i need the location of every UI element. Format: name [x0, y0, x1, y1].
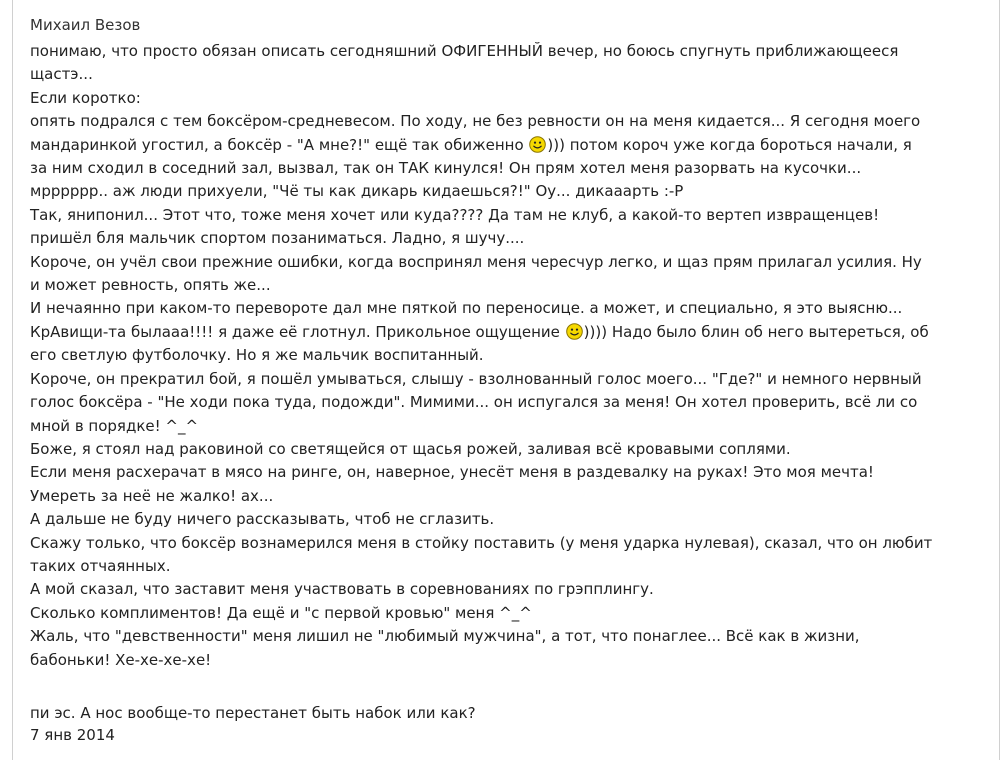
post-line: И нечаянно при каком-то перевороте дал мне пяткой по переносице. а может, и специально, я это выясню... — [30, 299, 903, 318]
post-line: Если коротко: — [30, 88, 141, 107]
smiley-face-icon — [529, 136, 546, 153]
post-line: Так, янипонил... Этот что, тоже меня хочет или куда???? Да там не клуб, а какой-то вертеп извращенцев! — [30, 205, 880, 224]
post-line: Жаль, что "девственности" меня лишил не "любимый мужчина", а тот, что понаглее... Всё как в жизни, — [30, 627, 860, 646]
post-line: Боже, я стоял над раковиной со светящейся от щасья рожей, заливая всё кровавыми соплями. — [30, 439, 791, 458]
post-line: щастэ... — [30, 65, 93, 84]
post-line: Если меня расхерачат в мясо на ринге, он, наверное, унесёт меня в раздевалку на руках! Это моя мечта! — [30, 463, 874, 482]
post-author[interactable]: Михаил Везов — [30, 16, 141, 34]
post-line: мной в порядке! ^_^ — [30, 416, 199, 435]
post-line: пришёл бля мальчик спортом позаниматься. Ладно, я шучу.... — [30, 229, 525, 248]
post-text — [30, 40, 990, 672]
post-body-frame — [12, 0, 1003, 760]
post-line: Сколько комплиментов! Да ещё и "с первой кровью" меня ^_^ — [30, 603, 532, 622]
post-line-segment: мандаринкой угостил, а боксёр - "А мне?!" ещё так обиженно — [30, 135, 524, 154]
post-line — [30, 321, 990, 344]
post-line: голос боксёра - "Не ходи пока туда, подожди". Мимими... он испугался за меня! Он хотел проверить, всё ли со — [30, 393, 918, 412]
post-line: и может ревность, опять же... — [30, 276, 271, 295]
post-line: бабоньки! Хе-хе-хе-хе! — [30, 650, 212, 669]
post-line: опять подрался с тем боксёром-средневесом. По ходу, не без ревности он на меня кидается... Я сегодня моего — [30, 112, 921, 131]
post-line: за ним сходил в соседний зал, вызвал, так он ТАК кинулся! Он прям хотел меня разорвать на кусочки... — [30, 159, 862, 178]
post-line: таких отчаянных. — [30, 556, 171, 575]
post-line: Короче, он прекратил бой, я пошёл умываться, слышу - взолнованный голос моего... "Где?" и немного нервный — [30, 369, 922, 388]
smiley-face-icon — [566, 323, 583, 340]
post-line: А мой сказал, что заставит меня участвовать в соревнованиях по грэпплингу. — [30, 580, 654, 599]
post-line-segment: КрАвищи-та былааа!!!! я даже её глотнул. Прикольное ощущение — [30, 322, 560, 341]
post-line: понимаю, что просто обязан описать сегодняшний ОФИГЕННЫЙ вечер, но боюсь спугнуть приближающееся — [30, 42, 899, 60]
post-postscript: пи эс. А нос вообще-то перестанет быть набок или как? — [30, 704, 476, 722]
post-line: его светлую футболочку. Но я же мальчик воспитанный. — [30, 346, 484, 365]
post-line: А дальше не буду ничего рассказывать, чтоб не сглазить. — [30, 510, 495, 529]
post-date: 7 янв 2014 — [30, 726, 115, 744]
post-line: Короче, он учёл свои прежние ошибки, когда воспринял меня чересчур легко, и щаз прям прилагал усилия. Ну — [30, 252, 922, 271]
post-line: Умереть за неё не жалко! ах... — [30, 486, 274, 505]
post-line: Скажу только, что боксёр вознамерился меня в стойку поставить (у меня ударка нулевая), сказал, что он любит — [30, 533, 933, 552]
post-line-segment: ))) потом короч уже когда бороться начали, я — [547, 135, 912, 154]
post-line: мрррррр.. аж люди прихуели, "Чё ты как дикарь кидаешься?!" Оу... дикааарть :-Р — [30, 182, 684, 201]
post-line — [30, 134, 990, 157]
post-line-segment: )))) Надо было блин об него вытереться, об — [583, 322, 929, 341]
